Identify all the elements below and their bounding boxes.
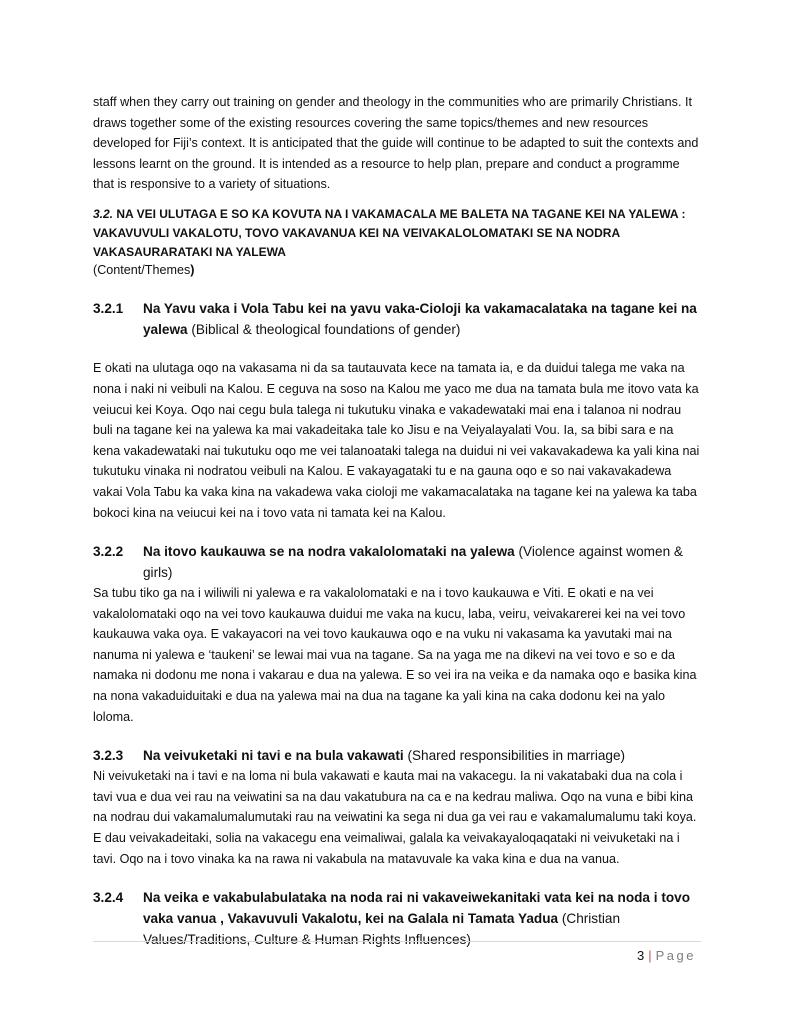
document-page <box>93 92 701 950</box>
subsection-title: Na veika e vakabulabulataka na noda rai ni vakaveiwekanitaki vata kei na noda i tovo vaka vanua , Vakavuvuli Vakalotu, kei na Galala ni Tamata Yadua <box>143 890 691 927</box>
intro-paragraph: staff when they carry out training on gender and theology in the communities who are primarily Christians. It draws together some of the existing resources covering the same topics/themes and new resources developed for Fiji’s context. It is anticipated that the guide will continue to be adapted to suit the contexts and lessons learnt on the ground. It is intended as a resource to help plan, prepare and conduct a programme that is responsive to a variety of situations. <box>93 95 699 192</box>
subsection-title: Na Yavu vaka i Vola Tabu kei na yavu vaka-Cioloji ka vakamacalataka na tagane kei na yalewa <box>143 301 697 338</box>
subsection-english-title: (Shared responsibilities in marriage) <box>403 748 626 764</box>
footer-divider <box>93 941 701 942</box>
subsection-number: 3.2.3 <box>93 748 124 764</box>
subsection-number: 3.2.4 <box>93 890 124 906</box>
subsection-number: 3.2.2 <box>93 544 124 560</box>
subsection-heading-3-2-2 <box>93 541 701 583</box>
section-title: NA VEI ULUTAGA E SO KA KOVUTA NA I VAKAMACALA ME BALETA NA TAGANE KEI NA YALEWA : VAKAVUVULI VAKALOTU, TOVO VAKAVANUA KEI NA VEIVAKALOLOMATAKI SE NA NODRA VAKASAURARATAKI NA YALEWA <box>93 206 686 259</box>
subsection-title: Na itovo kaukauwa se na nodra vakalolomataki na yalewa <box>143 544 515 560</box>
subsection-heading-3-2-3 <box>93 745 701 766</box>
subsection-title: Na veivuketaki ni tavi e na bula vakawati <box>143 748 404 764</box>
page-label: Page <box>655 948 696 963</box>
subsection-english-title: (Biblical & theological foundations of gender) <box>187 322 461 338</box>
footer-separator: | <box>648 948 652 963</box>
page-number: 3 <box>637 948 645 963</box>
section-heading <box>93 205 701 261</box>
section-subtitle-text: (Content/Themes <box>93 263 191 278</box>
section-subtitle <box>93 261 701 280</box>
subsection-english-title: (Christian Values/Traditions, Culture & Human Rights Influences) <box>143 911 621 948</box>
subsection-body-3-2-2: Sa tubu tiko ga na i wiliwili ni yalewa e ra vakalolomataki e na i tovo kaukauwa e Viti. E okati e na vei vakalolomataki oqo na vei tovo kaukauwa duidui me vaka na kucu, laba, veiru, veivakarerei kei na vei tovo kaukauwa vaka oya. E vakayacori na vei tovo kaukauwa oqo e na vuku ni vakasama ka yavutaki mai na nanuma ni yalewa e ‘taukeni’ se lewai mai vua na tagane. Sa na yaga me na dikevi na vei tovo e so e da namaka ni dodonu me nona i vakarau e dua na yalewa. E so vei ira na veika e da namaka oqo e basika kina na nona vakaduiduitaki e dua na yalewa mai na dua na tagane ka yali kina na caka dodonu kei na yalo loloma. <box>93 586 697 724</box>
subsection-number: 3.2.1 <box>93 301 124 317</box>
page-footer <box>637 948 696 963</box>
section-subtitle-close: ) <box>190 263 195 278</box>
section-number: 3.2. <box>93 206 114 221</box>
subsection-english-title: (Violence against women & girls) <box>143 544 683 581</box>
subsection-body-3-2-1: E okati na ulutaga oqo na vakasama ni da sa tautauvata kece na tamata ia, e da duidui talega me vaka na nona i naki ni veibuli na Kalou. E ceguva na soso na Kalou me yaco me dua na tamata bula me itovo vata ka veiucui kei Koya. Oqo nai cegu bula talega ni tukutuku vinaka e vakadewataki mai ena i talanoa ni nodrau buli na tagane kei na yalewa ka mai vakadeitaka tale ko Jisu e na Veiyalayalati Vou. Ia, sa bibi sara e na kena vakadewataki nai tukutuku oqo me vei talanoataki talega na duidui ni vei vakavakadewa ka yali kina nai tukutuku vinaka ni nodratou veibuli na Kalou. E vakayagataki tu e na gauna oqo e so nai vakavakadewa vakai Vola Tabu ka vaka kina na vakadewa vaka cioloji me vakamacalataka na tagane kei na yalewa ka taba bokoci kina na veiucui kei na i tovo vata ni tamata kei na Kalou. <box>93 361 700 520</box>
subsection-heading-3-2-1 <box>93 298 701 340</box>
subsection-body-3-2-3: Ni veivuketaki na i tavi e na loma ni bula vakawati e kauta mai na vakacegu. Ia ni vakatabaki dua na cola i tavi vua e dua vei rau na veiwatini sa na dau vakatubura na ca e na kedrau maliwa. Oqo na vuna e bibi kina na nodrau dui vakamalumalumutaki rau na veiwatini ka sega ni dua ga vei rau e vakamalumalumu taki koya. E dau veivakadeitaki, solia na vakacegu ena veimaliwai, galala ka veivakayaloqaqataki ni veivuketaki na i tavi. Oqo na i tovo vinaka ka na rawa ni vakabula na matavuvale ka vaka kina e dua na vanua. <box>93 769 697 866</box>
